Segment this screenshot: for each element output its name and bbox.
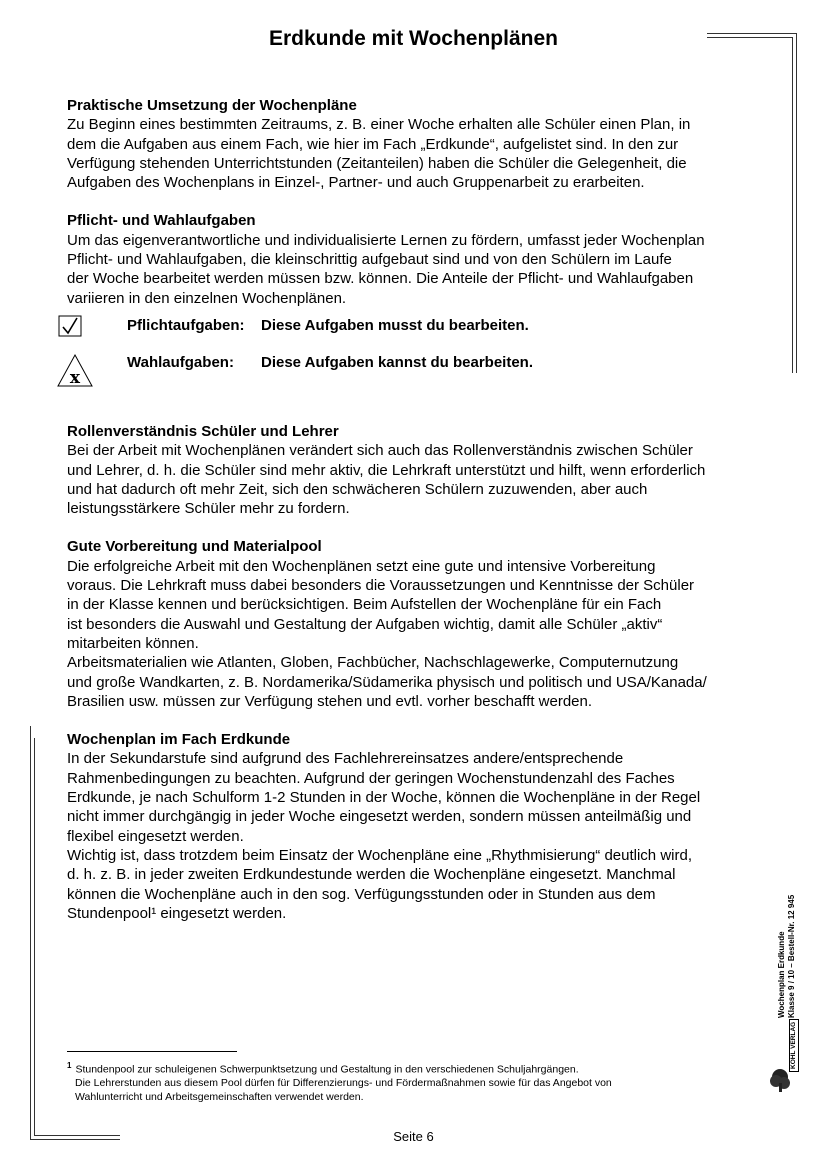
publisher-imprint xyxy=(777,894,799,1018)
text-line: leistungsstärkere Schüler mehr zu fordern. xyxy=(67,500,350,518)
section-wochenplan-erdkunde xyxy=(67,730,757,923)
document-body xyxy=(67,96,757,942)
text-line: Arbeitsmaterialien wie Atlanten, Globen, Fachbücher, Nachschlagewerke, Computernutzung xyxy=(67,654,679,672)
text-line: Stundenpool¹ eingesetzt werden. xyxy=(67,904,287,922)
text-line: voraus. Die Lehrkraft muss dabei besonders die Voraussetzungen und Kenntnisse der Schüler xyxy=(67,577,695,595)
text-line: in der Klasse kennen und berücksichtigen. Beim Aufstellen der Wochenpläne für ein Fach xyxy=(67,596,662,614)
footnote-line: Wahlunterricht und Arbeitsgemeinschaften verwendet werden. xyxy=(75,1090,364,1103)
footnote-line: Die Lehrerstunden aus diesem Pool dürfen für Differenzierungs- und Fördermaßnahmen sowie für das Angebot von xyxy=(75,1077,612,1089)
footnote-line xyxy=(67,1059,707,1077)
text-line: Brasilien usw. müssen zur Verfügung stehen und evtl. vorher beschafft werden. xyxy=(67,692,593,710)
footnote-marker: 1 xyxy=(67,1061,72,1070)
text-line: Bei der Arbeit mit Wochenplänen verändert sich auch das Rollenverständnis zwischen Schüler xyxy=(67,442,693,460)
text-line: Rahmenbedingungen zu beachten. Aufgrund der geringen Wochenstundenzahl des Faches xyxy=(67,769,675,787)
section-heading: Wochenplan im Fach Erdkunde xyxy=(67,731,291,749)
imprint-title: Wochenplan Erdkunde xyxy=(777,931,786,1018)
publisher-name: KOHL VERLAG xyxy=(789,1019,799,1072)
text-line: In der Sekundarstufe sind aufgrund des Fachlehrereinsatzes andere/entsprechende xyxy=(67,750,624,768)
text-line: Verfügung stehenden Unterrichtstunden (Zeitanteilen) haben die Schüler die Gelegenheit, die xyxy=(67,154,687,172)
footnote-divider xyxy=(67,1051,237,1052)
checkbox-check-icon xyxy=(55,312,95,348)
text-line: ist besonders die Auswahl und Gestaltung der Aufgaben wichtig, damit alle Schüler „aktiv“ xyxy=(67,615,663,633)
section-paragraph xyxy=(67,557,757,711)
text-line: der Woche bearbeitet werden müssen bzw. können. Die Anteile der Pflicht- und Wahlaufgaben xyxy=(67,270,694,288)
text-line: Wichtig ist, dass trotzdem beim Einsatz der Wochenpläne eine „Rhythmisierung“ deutlich wird, xyxy=(67,846,692,864)
section-paragraph xyxy=(67,231,757,308)
section-paragraph xyxy=(67,749,757,923)
text-line: nicht immer durchgängig in jeder Woche eingesetzt werden, sondern müssen anteilmäßig und xyxy=(67,808,692,826)
text-line: Um das eigenverantwortliche und individualisierte Lernen zu fördern, umfasst jeder Wochenplan xyxy=(67,231,705,249)
text-line: und große Wandkarten, z. B. Nordamerika/Südamerika physisch und politisch und USA/Kanada/ xyxy=(67,673,707,691)
section-rollenverstaendnis xyxy=(67,422,757,518)
footnote xyxy=(67,1059,707,1104)
section-vorbereitung-materialpool xyxy=(67,537,757,711)
text-line: dem die Aufgaben aus einem Fach, wie hier im Fach „Erdkunde“, aufgelistet sind. In den zur xyxy=(67,135,679,153)
text-line: mitarbeiten können. xyxy=(67,634,199,652)
text-line: d. h. z. B. in jeder zweiten Erdkundestunde werden die Wochenpläne eingesetzt. Manchmal xyxy=(67,866,676,884)
page-number: Seite 6 xyxy=(393,1129,434,1144)
section-heading: Pflicht- und Wahlaufgaben xyxy=(67,212,256,230)
text-line: Zu Beginn eines bestimmten Zeitraums, z. B. einer Woche erhalten alle Schüler einen Plan, in xyxy=(67,116,691,134)
svg-text:x: x xyxy=(69,367,81,388)
section-paragraph xyxy=(67,115,757,192)
text-line: und Lehrer, d. h. die Schüler sind mehr aktiv, die Lehrkraft unterstützt und hilft, wenn erforderlich xyxy=(67,461,706,479)
text-line: Aufgaben des Wochenplans in Einzel-, Partner- und auch Gruppenarbeit zu erarbeiten. xyxy=(67,174,645,192)
page-title: Erdkunde mit Wochenplänen xyxy=(269,27,558,50)
task-legend xyxy=(67,312,757,410)
section-heading: Praktische Umsetzung der Wochenpläne xyxy=(67,97,357,114)
section-pflicht-wahlaufgaben xyxy=(67,211,757,307)
footnote-text: Stundenpool zur schuleigenen Schwerpunktsetzung und Gestaltung in den verschiedenen Schuljahrgängen. xyxy=(75,1063,579,1076)
frame-bottom-left-vertical-inner xyxy=(34,738,35,1136)
legend-optional-text: Diese Aufgaben kannst du bearbeiten. xyxy=(261,354,533,372)
text-line: Erdkunde, je nach Schulform 1-2 Stunden in der Woche, können die Wochenpläne in der Regel xyxy=(67,789,701,807)
frame-top-right-vertical-inner xyxy=(792,37,793,373)
text-line: flexibel eingesetzt werden. xyxy=(67,827,244,845)
legend-optional-label: Wahlaufgaben: xyxy=(127,354,234,372)
frame-bottom-left-vertical xyxy=(30,726,31,1140)
triangle-x-icon xyxy=(55,353,95,389)
section-heading: Gute Vorbereitung und Materialpool xyxy=(67,538,322,556)
frame-top-right-vertical xyxy=(796,33,797,373)
text-line: Die erfolgreiche Arbeit mit den Wochenplänen setzt eine gute und intensive Vorbereitung xyxy=(67,557,656,575)
imprint-order-number: Klasse 9 / 10 – Bestell-Nr. 12 945 xyxy=(786,894,796,1018)
section-praktische-umsetzung xyxy=(67,96,757,192)
imprint-text xyxy=(777,894,796,1018)
text-line: können die Wochenpläne auch in den sog. Verfügungsstunden oder in Stunden aus dem xyxy=(67,885,656,903)
legend-mandatory-text: Diese Aufgaben musst du bearbeiten. xyxy=(261,317,529,335)
section-heading: Rollenverständnis Schüler und Lehrer xyxy=(67,422,339,440)
section-paragraph xyxy=(67,441,757,518)
text-line: und hat dadurch oft mehr Zeit, sich den schwächeren Schülern zuzuwenden, aber auch xyxy=(67,480,648,498)
text-line: Pflicht- und Wahlaufgaben, die kleinschrittig aufgebaut sind und von den Schülern im Laufe xyxy=(67,251,672,269)
legend-mandatory-label: Pflichtaufgaben: xyxy=(127,317,245,335)
text-line: variieren in den einzelnen Wochenplänen. xyxy=(67,289,347,307)
